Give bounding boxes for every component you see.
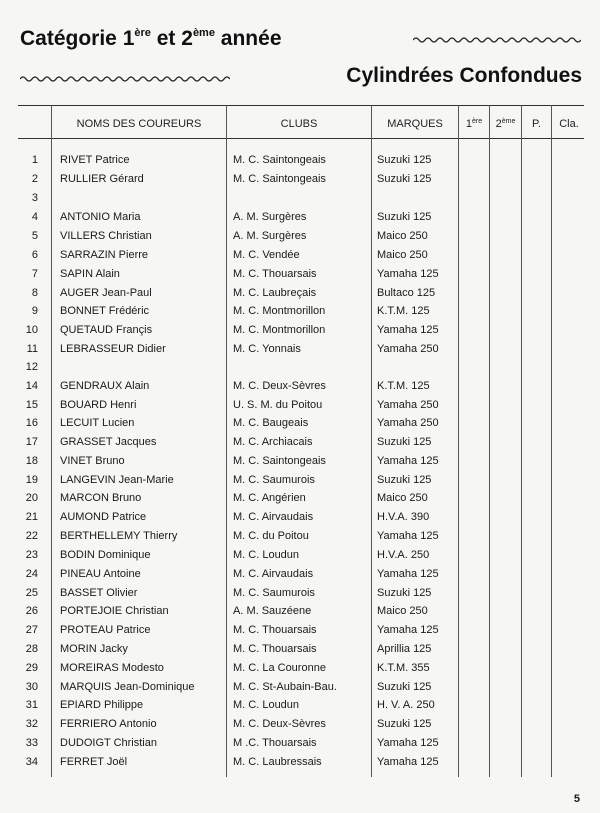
table-row (0, 528, 600, 546)
rider-name: AUGER Jean-Paul (60, 287, 152, 299)
table-row (0, 622, 600, 640)
table-row (0, 679, 600, 697)
decorative-wave-bottom (20, 75, 230, 83)
table-row (0, 209, 600, 227)
header-makes: MARQUES (387, 118, 443, 130)
rider-make: K.T.M. 125 (377, 305, 430, 317)
rider-name: LANGEVIN Jean-Marie (60, 474, 174, 486)
rider-club: A. M. Sauzéene (233, 605, 312, 617)
rider-number: 5 (31, 230, 38, 242)
table-row (0, 359, 600, 377)
rider-number: 9 (31, 305, 38, 317)
rider-club: M. C. Montmorillon (233, 324, 326, 336)
rider-number: 8 (31, 287, 38, 299)
rider-make: Aprillia 125 (377, 643, 432, 655)
table-row (0, 378, 600, 396)
rider-club: M. C. Archiacais (233, 436, 313, 448)
rider-make: Suzuki 125 (377, 436, 432, 448)
rider-number: 26 (25, 605, 38, 617)
table-row (0, 341, 600, 359)
table-row (0, 754, 600, 772)
rider-club: M. C. Laubressais (233, 756, 322, 768)
rider-club: M. C. Saintongeais (233, 173, 326, 185)
rider-make: Maico 250 (377, 249, 428, 261)
rider-make: H.V.A. 250 (377, 549, 430, 561)
rider-club: M. C. Laubreçais (233, 287, 317, 299)
rider-make: Maico 250 (377, 605, 428, 617)
rider-make: Bultaco 125 (377, 287, 436, 299)
rider-name: PROTEAU Patrice (60, 624, 151, 636)
rider-make: Yamaha 125 (377, 324, 439, 336)
rider-name: BODIN Dominique (60, 549, 151, 561)
rider-club: M. C. Deux-Sèvres (233, 380, 326, 392)
rider-club: A. M. Surgères (233, 211, 307, 223)
rider-name: MARQUIS Jean-Dominique (60, 681, 195, 693)
rider-make: H. V. A. 250 (377, 699, 435, 711)
rider-make: Maico 250 (377, 230, 428, 242)
category-title: Catégorie 1ère et 2ème année (20, 27, 282, 50)
table-row (0, 190, 600, 208)
rider-make: Suzuki 125 (377, 211, 432, 223)
table-row (0, 735, 600, 753)
rider-club: M. C. Saintongeais (233, 455, 326, 467)
header-names: NOMS DES COUREURS (76, 118, 202, 130)
header-second-year: 2ème (495, 118, 516, 130)
rider-number: 22 (25, 530, 38, 542)
rider-name: SAPIN Alain (60, 268, 120, 280)
rider-name: PORTEJOIE Christian (60, 605, 169, 617)
rider-number: 30 (25, 681, 38, 693)
rider-make: Yamaha 125 (377, 624, 439, 636)
rider-number: 6 (31, 249, 38, 261)
rider-number: 24 (25, 568, 38, 580)
rider-name: AUMOND Patrice (60, 511, 147, 523)
table-row (0, 228, 600, 246)
rider-number: 23 (25, 549, 38, 561)
table-row (0, 716, 600, 734)
rider-club: M. C. Angérien (233, 492, 306, 504)
rider-club: M. C. Montmorillon (233, 305, 326, 317)
rider-name: LECUIT Lucien (60, 417, 135, 429)
table-row (0, 566, 600, 584)
table-row (0, 660, 600, 678)
rider-club: M. C. Thouarsais (233, 624, 317, 636)
table-row (0, 697, 600, 715)
table-row (0, 585, 600, 603)
rider-number: 7 (31, 268, 38, 280)
rider-name: MORIN Jacky (60, 643, 128, 655)
table-row (0, 490, 600, 508)
table-row (0, 285, 600, 303)
table-row (0, 547, 600, 565)
rider-number: 11 (26, 343, 38, 355)
rider-club: M. C. La Couronne (233, 662, 326, 674)
rider-club: M. C. Saumurois (233, 587, 315, 599)
rider-name: EPIARD Philippe (60, 699, 144, 711)
rider-number: 16 (25, 417, 38, 429)
rider-name: BASSET Olivier (60, 587, 138, 599)
rider-name: VILLERS Christian (60, 230, 152, 242)
table-row (0, 171, 600, 189)
rider-club: M .C. Thouarsais (233, 737, 317, 749)
rider-make: Yamaha 125 (377, 568, 439, 580)
rider-name: BOUARD Henri (60, 399, 137, 411)
rider-number: 25 (25, 587, 38, 599)
table-row (0, 434, 600, 452)
rider-club: M. C. Saumurois (233, 474, 315, 486)
rider-number: 33 (25, 737, 38, 749)
rider-make: K.T.M. 125 (377, 380, 430, 392)
table-row (0, 453, 600, 471)
rider-number: 3 (31, 192, 38, 204)
rider-number: 1 (31, 154, 38, 166)
rider-name: DUDOIGT Christian (60, 737, 157, 749)
table-row (0, 472, 600, 490)
rider-number: 20 (25, 492, 38, 504)
rider-club: M. C. Loudun (233, 549, 300, 561)
rider-number: 32 (25, 718, 38, 730)
rider-name: FERRIERO Antonio (60, 718, 157, 730)
rider-name: RIVET Patrice (60, 154, 130, 166)
table-row (0, 509, 600, 527)
table-row (0, 415, 600, 433)
rider-make: H.V.A. 390 (377, 511, 430, 523)
rider-club: A. M. Surgères (233, 230, 307, 242)
header-points: P. (532, 118, 541, 130)
rider-number: 18 (25, 455, 38, 467)
rider-number: 28 (25, 643, 38, 655)
rider-club: M. C. Airvaudais (233, 568, 314, 580)
rider-make: Maico 250 (377, 492, 428, 504)
rider-number: 27 (25, 624, 38, 636)
rider-number: 31 (25, 699, 38, 711)
table-row (0, 641, 600, 659)
rider-name: QUETAUD Françis (60, 324, 153, 336)
rider-make: Yamaha 125 (377, 530, 439, 542)
rider-make: Suzuki 125 (377, 718, 432, 730)
rider-make: Suzuki 125 (377, 154, 432, 166)
rider-make: Yamaha 125 (377, 455, 439, 467)
rider-name: PINEAU Antoine (60, 568, 141, 580)
rider-number: 2 (31, 173, 38, 185)
table-row (0, 603, 600, 621)
rider-name: GENDRAUX Alain (60, 380, 150, 392)
table-row (0, 247, 600, 265)
rider-make: Yamaha 250 (377, 399, 439, 411)
table-row (0, 266, 600, 284)
rider-name: MARCON Bruno (60, 492, 142, 504)
subtitle: Cylindrées Confondues (346, 64, 582, 87)
rider-club: M. C. Airvaudais (233, 511, 314, 523)
rider-name: LEBRASSEUR Didier (60, 343, 166, 355)
rider-number: 34 (25, 756, 38, 768)
rider-number: 29 (25, 662, 38, 674)
rider-club: M. C. Thouarsais (233, 268, 317, 280)
rider-club: M. C. St-Aubain-Bau. (233, 681, 337, 693)
rider-name: FERRET Joël (60, 756, 128, 768)
rider-make: Suzuki 125 (377, 681, 432, 693)
rider-number: 15 (25, 399, 38, 411)
rider-make: Suzuki 125 (377, 173, 432, 185)
rider-make: Yamaha 125 (377, 268, 439, 280)
rider-make: Yamaha 250 (377, 343, 439, 355)
rider-club: M. C. Vendée (233, 249, 300, 261)
page-number: 5 (573, 793, 580, 805)
table-row (0, 152, 600, 170)
table-row (0, 397, 600, 415)
rider-make: K.T.M. 355 (377, 662, 430, 674)
decorative-wave-top (413, 36, 581, 44)
rider-name: RULLIER Gérard (60, 173, 144, 185)
rider-number: 4 (31, 211, 38, 223)
rider-club: M. C. Yonnais (233, 343, 301, 355)
rider-club: M. C. Loudun (233, 699, 300, 711)
rider-number: 19 (25, 474, 38, 486)
rider-number: 21 (25, 511, 38, 523)
rider-club: M. C. Saintongeais (233, 154, 326, 166)
rider-name: GRASSET Jacques (60, 436, 157, 448)
rider-club: M. C. du Poitou (233, 530, 309, 542)
rider-name: ANTONIO Maria (60, 211, 141, 223)
table-row (0, 322, 600, 340)
rider-number: 12 (25, 361, 38, 373)
rider-club: M. C. Thouarsais (233, 643, 317, 655)
rider-number: 17 (25, 436, 38, 448)
rider-make: Yamaha 125 (377, 737, 439, 749)
rider-name: VINET Bruno (60, 455, 125, 467)
rider-make: Suzuki 125 (377, 587, 432, 599)
rider-club: U. S. M. du Poitou (233, 399, 323, 411)
header-classement: Cla. (559, 118, 579, 130)
rider-make: Suzuki 125 (377, 474, 432, 486)
rider-name: BERTHELLEMY Thierry (60, 530, 178, 542)
rider-number: 10 (25, 324, 38, 336)
rider-number: 14 (25, 380, 38, 392)
table-row (0, 303, 600, 321)
rider-make: Yamaha 125 (377, 756, 439, 768)
rider-make: Yamaha 250 (377, 417, 439, 429)
rider-club: M. C. Deux-Sèvres (233, 718, 326, 730)
rider-name: SARRAZIN Pierre (60, 249, 149, 261)
rider-club: M. C. Baugeais (233, 417, 309, 429)
header-clubs: CLUBS (280, 118, 318, 130)
header-first-year: 1ère (465, 118, 483, 130)
rider-name: MOREIRAS Modesto (60, 662, 164, 674)
table-header-border (18, 138, 584, 139)
table-top-border (18, 105, 584, 106)
rider-name: BONNET Frédéric (60, 305, 150, 317)
